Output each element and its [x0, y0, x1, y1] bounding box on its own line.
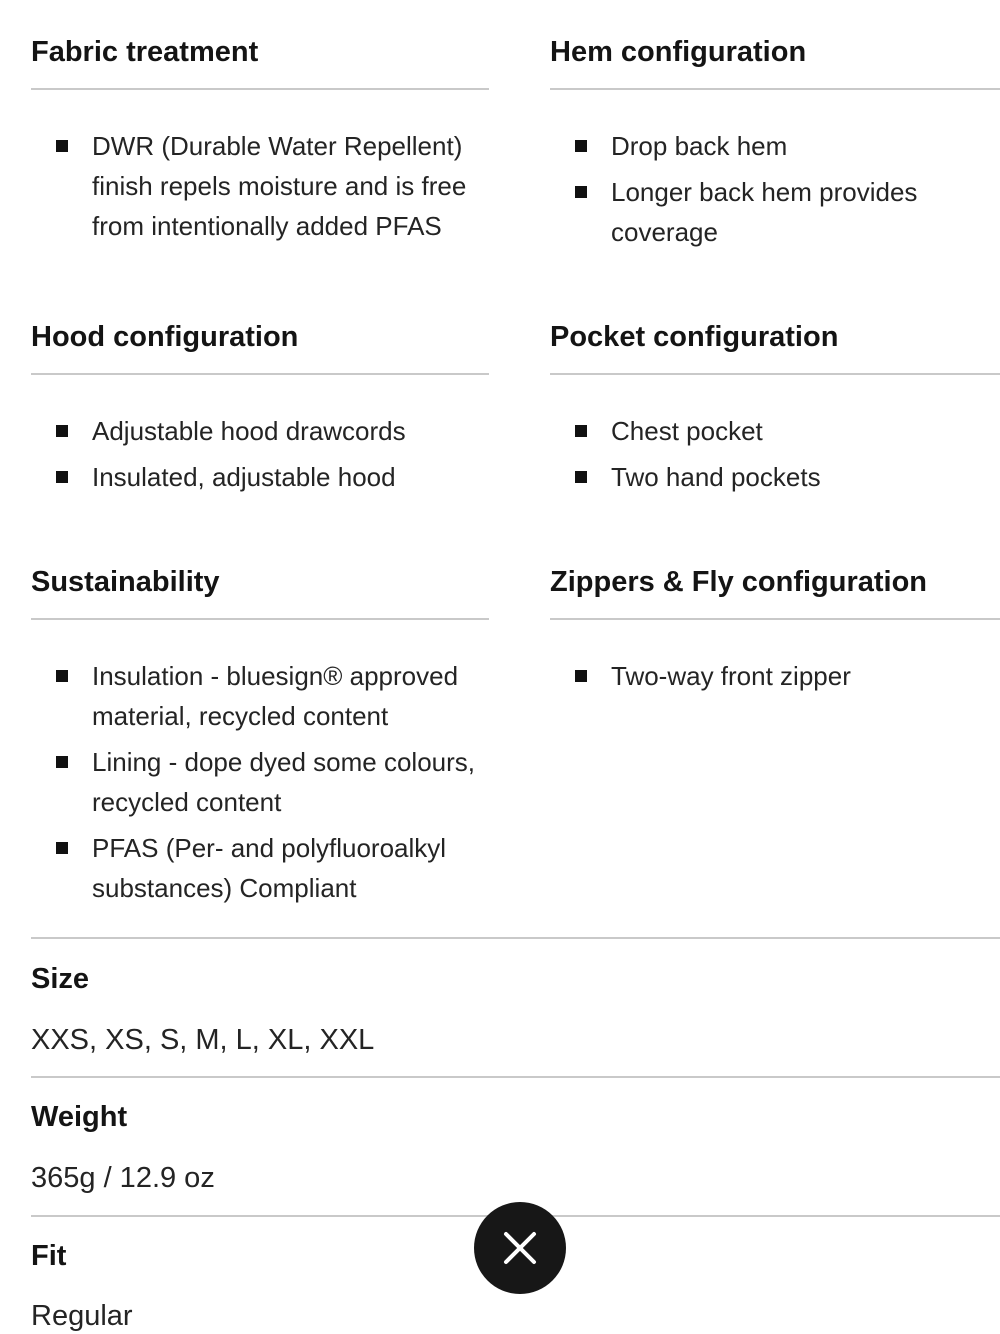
list-item: [31, 411, 491, 451]
square-bullet-icon: [56, 140, 68, 152]
list-item: [550, 656, 995, 696]
section-title: Pocket configuration: [550, 321, 839, 353]
weight-label: Weight: [31, 1101, 128, 1133]
square-bullet-icon: [56, 842, 68, 854]
list-item: [550, 457, 995, 497]
list-item-text: PFAS (Per- and polyfluoroalkyl substances) Compliant: [92, 833, 447, 903]
weight-value: 365g / 12.9 oz: [31, 1162, 215, 1194]
section-divider: [550, 373, 1000, 375]
list-item-text: Two hand pockets: [611, 462, 821, 492]
square-bullet-icon: [56, 756, 68, 768]
list-item: [550, 411, 995, 451]
section-divider: [31, 88, 489, 90]
square-bullet-icon: [56, 670, 68, 682]
close-button[interactable]: [474, 1202, 566, 1294]
list-item: [550, 172, 995, 252]
list-item-text: Two-way front zipper: [611, 661, 851, 691]
square-bullet-icon: [575, 471, 587, 483]
list-item: [31, 126, 491, 246]
list-item: [31, 656, 491, 736]
divider: [31, 1076, 1000, 1078]
list-item: [31, 742, 491, 822]
section-list: [550, 656, 995, 702]
square-bullet-icon: [575, 425, 587, 437]
section-divider: [550, 88, 1000, 90]
size-label: Size: [31, 963, 90, 995]
fit-value: Regular: [31, 1300, 133, 1332]
section-divider: [31, 618, 489, 620]
list-item-text: Adjustable hood drawcords: [92, 416, 406, 446]
square-bullet-icon: [575, 140, 587, 152]
section-title: Sustainability: [31, 566, 220, 598]
section-title: Hem configuration: [550, 36, 807, 68]
section-list: [31, 411, 491, 503]
square-bullet-icon: [56, 425, 68, 437]
square-bullet-icon: [575, 670, 587, 682]
list-item-text: Chest pocket: [611, 416, 763, 446]
list-item-text: Insulated, adjustable hood: [92, 462, 396, 492]
list-item: [31, 457, 491, 497]
list-item: [31, 828, 491, 908]
square-bullet-icon: [56, 471, 68, 483]
list-item-text: Insulation - bluesign® approved material, recycled content: [92, 661, 459, 731]
section-title: Fabric treatment: [31, 36, 259, 68]
close-icon: [500, 1228, 540, 1268]
section-title: Zippers & Fly configuration: [550, 566, 928, 598]
divider: [31, 937, 1000, 939]
size-value: XXS, XS, S, M, L, XL, XXL: [31, 1024, 375, 1056]
fit-label: Fit: [31, 1240, 67, 1272]
list-item-text: Longer back hem provides coverage: [611, 177, 918, 247]
section-title: Hood configuration: [31, 321, 299, 353]
list-item-text: Lining - dope dyed some colours, recycled content: [92, 747, 476, 817]
section-divider: [550, 618, 1000, 620]
section-list: [31, 126, 491, 252]
section-list: [550, 126, 995, 258]
section-list: [550, 411, 995, 503]
section-list: [31, 656, 491, 914]
list-item-text: Drop back hem: [611, 131, 788, 161]
list-item: [550, 126, 995, 166]
list-item-text: DWR (Durable Water Repellent) finish repels moisture and is free from intentionally added PFAS: [92, 131, 467, 241]
square-bullet-icon: [575, 186, 587, 198]
section-divider: [31, 373, 489, 375]
